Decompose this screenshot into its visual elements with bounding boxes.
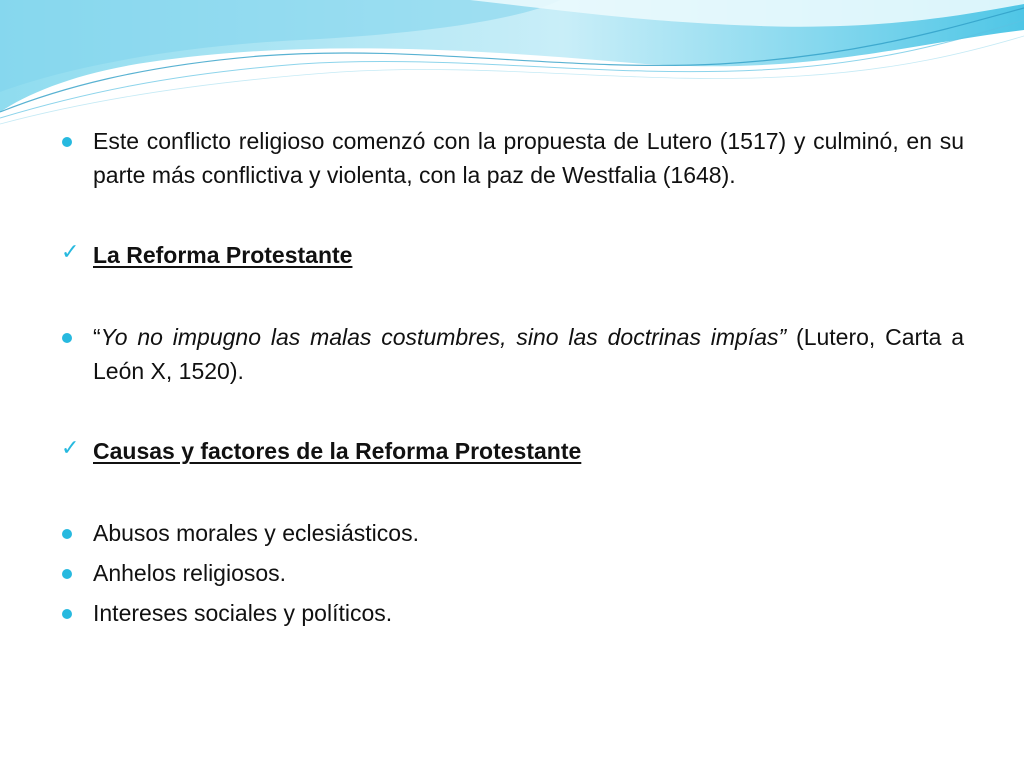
item-text: Anhelos religiosos. [93, 560, 287, 586]
quote-open-mark: “ [93, 324, 101, 350]
list-item [62, 516, 964, 550]
list-item [62, 596, 964, 630]
section-heading [62, 238, 964, 272]
section-heading [62, 434, 964, 468]
bullet-dot-icon [62, 137, 72, 147]
item-text: Intereses sociales y políticos. [93, 600, 393, 626]
checkmark-icon: ✓ [61, 240, 80, 265]
item-text: Este conflicto religioso comenzó con la propuesta de Lutero (1517) y culminó, en su parte más conflictiva y violenta, con la paz de Westfalia (1648). [93, 128, 964, 188]
bullet-dot-icon [62, 569, 72, 579]
bullet-dot-icon [62, 609, 72, 619]
quote-item [62, 320, 964, 388]
list-item [62, 556, 964, 590]
heading-text: La Reforma Protestante [93, 242, 353, 268]
checkmark-icon: ✓ [61, 436, 80, 461]
wave-header-decoration [0, 0, 1024, 130]
heading-text: Causas y factores de la Reforma Protestante [93, 438, 582, 464]
slide-content [62, 124, 964, 630]
list-item [62, 124, 964, 192]
quote-text: Yo no impugno las malas costumbres, sino las doctrinas impías” [100, 324, 787, 350]
quote-citation: (Lutero, Carta a León X, 1520). [93, 324, 965, 384]
bullet-dot-icon [62, 333, 72, 343]
item-text: Abusos morales y eclesiásticos. [93, 520, 419, 546]
bullet-dot-icon [62, 529, 72, 539]
